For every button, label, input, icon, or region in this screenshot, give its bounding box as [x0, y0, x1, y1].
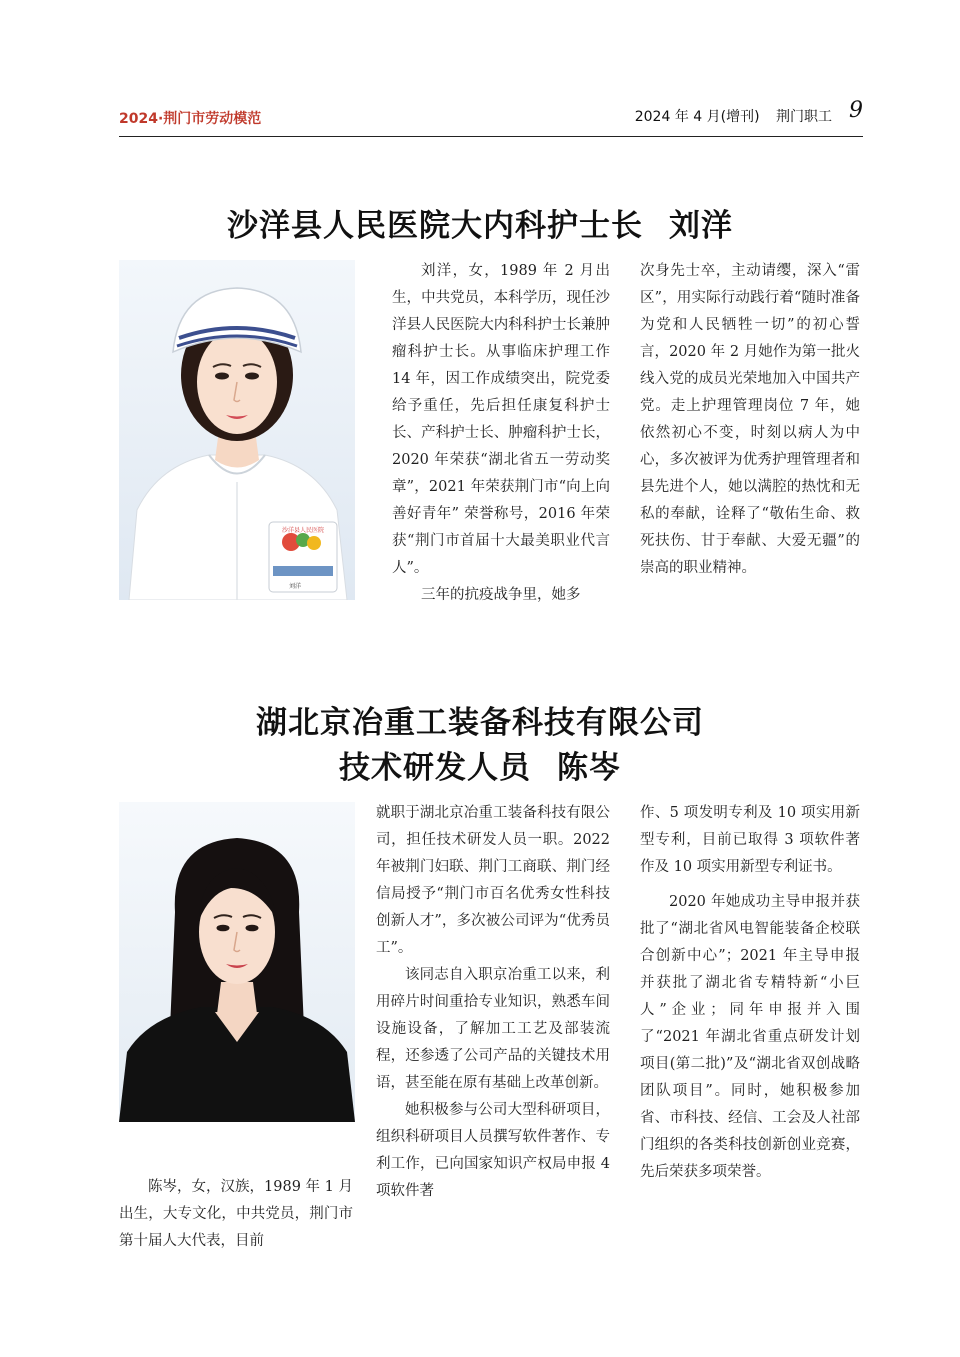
- article2-column-0: [119, 1174, 353, 1255]
- article2-column-1: [376, 800, 610, 1205]
- article1-title-text: 沙洋县人民医院大内科护士长: [227, 208, 643, 244]
- badge-name-text: 刘洋: [289, 583, 302, 590]
- publication-name: 荆门职工: [776, 109, 832, 125]
- article1-column-2: [640, 258, 860, 582]
- article2-title-line1: 湖北京冶重工装备科技有限公司: [256, 705, 704, 741]
- article2-paragraph: 就职于湖北京冶重工装备科技有限公司，担任技术研发人员一职。2022 年被荆门妇联、荆门工商联、荆门经信局授予“荆门市百名优秀女性科技创新人才”，多次被公司评为“优秀员工”。: [376, 805, 610, 956]
- article2-paragraph: 该同志自入职京冶重工以来，利用碎片时间重拾专业知识，熟悉车间设施设备，了解加工工艺及部装流程，还参透了公司产品的关键技术用语，甚至能在原有基础上改革创新。: [376, 967, 610, 1091]
- issue-info: [623, 106, 832, 126]
- article2-paragraph: 2020 年她成功主导申报并获批了“湖北省风电智能装备企校联合创新中心”；2021 年主导申报并获批了湖北省专精特新“小巨人”企业；同年申报并入围了“2021 年湖北省重点研发计划项目(第二批)”及“湖北省双创战略团队项目”。同时，她积极参加省、市科技、经信、工会及人社部门组织的各类科技创新创业竞赛，先后荣获多项荣誉。: [640, 894, 860, 1180]
- section-label: 2024·荆门市劳动模范: [119, 111, 262, 127]
- article1-paragraph: 三年的抗疫战争里，她多: [421, 587, 581, 603]
- issue-date: 2024 年 4 月(增刊): [634, 109, 760, 125]
- article2-person-name: 陈岑: [557, 750, 621, 786]
- article2-paragraph: 她积极参与公司大型科研项目，组织科研项目人员撰写软件著作、专利工作，已向国家知识产权局申报 4 项软件著: [376, 1102, 610, 1199]
- article1-person-name: 刘洋: [669, 208, 733, 244]
- article1-paragraph: 次身先士卒，主动请缨，深入“雷区”，用实际行动践行着“随时准备为党和人民牺牲一切”的初心誓言，2020 年 2 月她作为第一批火线入党的成员光荣地加入中国共产党。走上护理管理岗位 7 年，她依然初心不变，时刻以病人为中心，多次被评为优秀护理管理者和县先进个人，她以满腔的热忱和无私的奉献，诠释了“敬佑生命、救死扶伤、甘于奉献、大爱无疆”的崇高的职业精神。: [640, 263, 860, 576]
- badge-hospital-text: 沙洋县人民医院: [281, 527, 325, 534]
- article1-column-1: [392, 258, 610, 609]
- page-number: 9: [849, 98, 863, 123]
- header-divider: [119, 136, 863, 137]
- article2-column-2: [640, 800, 860, 1186]
- article2-paragraph: 作、5 项发明专利及 10 项实用新型专利，目前已取得 3 项软件著作及 10 项实用新型专利证书。: [640, 805, 860, 875]
- portrait-business-icon: [119, 802, 355, 1122]
- article2-paragraph: 陈岑，女，汉族，1989 年 1 月出生，大专文化，中共党员，荆门市第十届人大代表，目前: [119, 1179, 353, 1249]
- article2-title-role: 技术研发人员: [339, 750, 531, 786]
- article2-title-line2: [0, 742, 960, 787]
- article1-title: [0, 200, 960, 245]
- article2-photo: [119, 802, 355, 1122]
- article1-paragraph: 刘洋，女，1989 年 2 月出生，中共党员，本科学历，现任沙洋县人民医院大内科科护士长兼肿瘤科护士长。从事临床护理工作 14 年，因工作成绩突出，院党委给予重任，先后担任康复科护士长、产科护士长、肿瘤科护士长，2020 年荣获“湖北省五一劳动奖章”，2021 年荣获荆门市“向上向善好青年” 荣誉称号，2016 年荣获“荆门市首届十大最美职业代言人”。: [392, 263, 610, 576]
- article1-photo: [119, 260, 355, 600]
- portrait-nurse-icon: [119, 260, 355, 600]
